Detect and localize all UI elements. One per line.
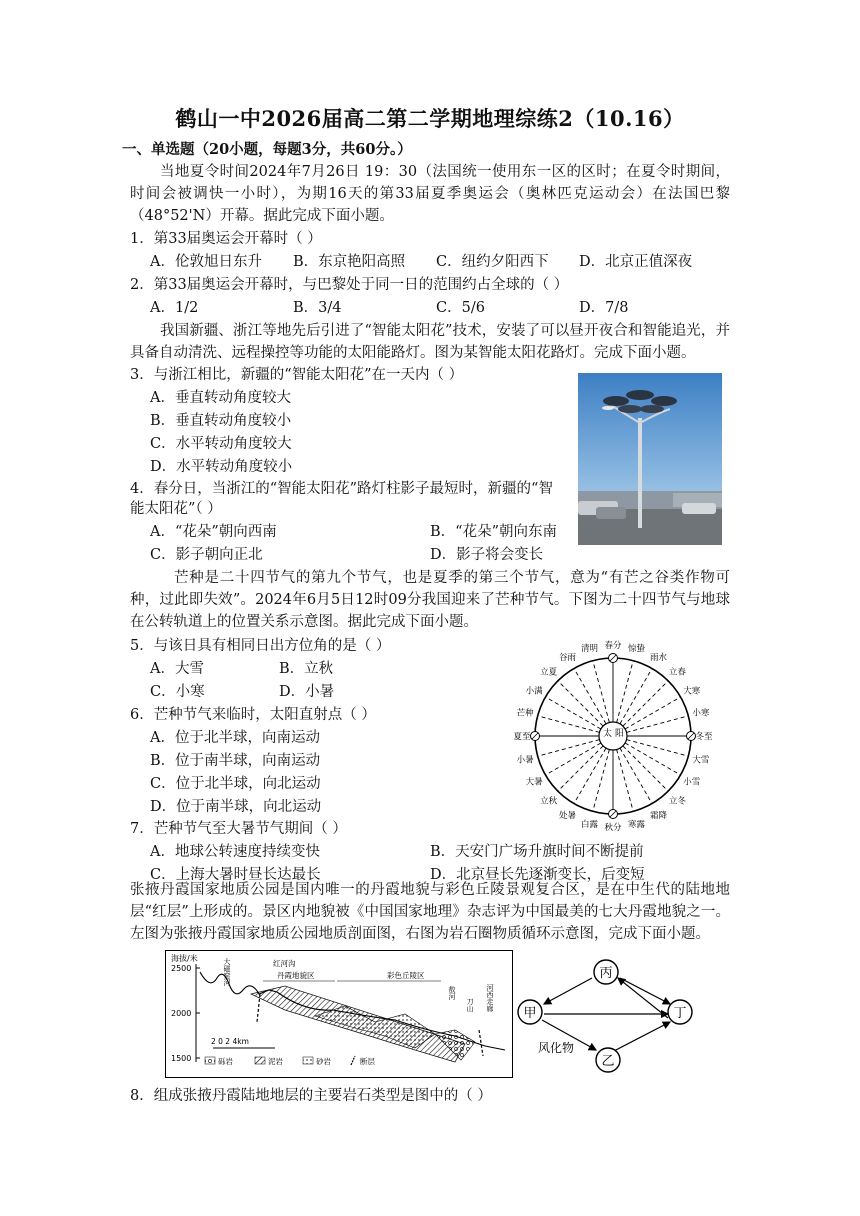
solar-term-label: 夏至 — [513, 732, 531, 742]
node-jia: 甲 — [523, 1006, 537, 1021]
q7-stem: 7．芒种节气至大暑节气期间（ ） — [130, 821, 347, 837]
solar-terms-diagram — [506, 630, 732, 834]
q3-stem: 3．与浙江相比，新疆的“智能太阳花”在一天内（ ） — [130, 367, 464, 383]
q4-option-c[interactable]: C．影子朝向正北 — [150, 547, 263, 563]
solar-term-label: 秋分 — [604, 823, 622, 833]
q2-stem: 2．第33届奥运会开幕时，与巴黎处于同一日的范围约占全球的（ ） — [130, 277, 569, 293]
weathered-material-label: 风化物 — [538, 1041, 575, 1055]
q6-option-a[interactable]: A．位于北半球，向南运动 — [150, 730, 320, 746]
q5-option-d[interactable]: D．小暑 — [279, 684, 335, 700]
page-title: 鹤山一中2026届高二第二学期地理综练2（10.16） — [175, 106, 685, 131]
q2-option-a[interactable]: A．1/2 — [150, 300, 199, 316]
radial-line-20 — [545, 697, 600, 729]
q6-option-d[interactable]: D．位于南半球，向北运动 — [150, 799, 322, 815]
q7-option-b[interactable]: B．天安门广场升旗时间不断提前 — [430, 844, 644, 860]
q5-option-b[interactable]: B．立秋 — [279, 661, 334, 677]
q4-stem-line1: 4．春分日，当浙江的“智能太阳花”路灯柱影子最短时，新疆的“智 — [130, 481, 553, 497]
solar-term-label: 芒种 — [516, 708, 534, 719]
q4-option-a[interactable]: A．“花朵”朝向西南 — [150, 524, 277, 540]
solar-term-label: 小寒 — [692, 708, 710, 719]
q3-option-a[interactable]: A．垂直转动角度较大 — [150, 390, 291, 406]
radial-line-10 — [620, 748, 652, 803]
legend-sandstone: 砂岩 — [316, 1057, 331, 1066]
q1-option-c[interactable]: C．纽约夕阳西下 — [436, 254, 549, 270]
q5-option-a[interactable]: A．大雪 — [150, 661, 204, 677]
passage-2: 我国新疆、浙江等地先后引进了“智能太阳花”技术，安装了可以昼开夜合和智能追光，并具备自动清洗、远程操控等功能的太阳能路灯。图为某智能太阳花路灯。完成下面小题。 — [130, 323, 730, 361]
y-tick-2000: 2000 — [171, 1009, 192, 1018]
solar-term-label: 雨水 — [649, 653, 668, 664]
passage-1: 当地夏令时间2024年7月26日 19：30（法国统一使用东一区的区时；在夏令时期间，时间会被调快一小时），为期16天的第33届夏季奥运会（奥林匹克运动会）在法国巴黎（48°52'N）开幕。据此完成下面小题。 — [130, 164, 730, 224]
label-corridor: 河西走廊 — [486, 984, 494, 1012]
radial-line-3 — [623, 681, 668, 726]
solar-term-label: 大寒 — [683, 686, 701, 697]
solar-term-label: 白露 — [580, 819, 598, 830]
q5-stem: 5．与该日具有相同日出方位角的是（ ） — [130, 638, 391, 654]
y-axis-label: 海拔/米 — [171, 954, 198, 963]
q3-option-c[interactable]: C．水平转动角度较大 — [150, 436, 292, 452]
radial-line-22 — [574, 668, 606, 723]
y-tick-2500: 2500 — [171, 964, 192, 973]
scale-label: 2 0 2 4km — [211, 1037, 249, 1046]
q1-option-a[interactable]: A．伦敦旭日东升 — [150, 254, 262, 270]
radial-line-19 — [538, 716, 600, 733]
q6-option-b[interactable]: B．位于南半球，向南运动 — [150, 753, 321, 769]
q1-stem: 1．第33届奥运会开幕时（ ） — [130, 231, 322, 247]
node-bing: 丙 — [599, 966, 613, 981]
q7-option-d[interactable]: D．北京昼长先逐渐变长，后变短 — [430, 867, 645, 883]
label-daoshan: 刀山 — [466, 998, 474, 1012]
solar-term-label: 立秋 — [540, 796, 558, 807]
label-gully: 红河沟 — [273, 959, 296, 968]
radial-line-7 — [627, 740, 689, 757]
label-hills: 彩色丘陵区 — [387, 971, 425, 980]
q3-option-d[interactable]: D．水平转动角度较小 — [150, 459, 293, 475]
solar-term-label: 立冬 — [668, 796, 686, 807]
radial-line-9 — [623, 746, 668, 791]
radial-line-21 — [558, 681, 603, 726]
rock-cycle-diagram — [508, 956, 708, 1080]
radial-line-17 — [538, 740, 600, 757]
solar-term-label: 小雪 — [683, 777, 701, 788]
solar-term-label: 小满 — [525, 686, 543, 697]
q2-option-d[interactable]: D．7/8 — [579, 300, 629, 316]
solar-term-label: 惊蛰 — [628, 644, 646, 655]
legend-mudstone: 泥岩 — [268, 1057, 283, 1066]
q6-option-c[interactable]: C．位于北半球，向北运动 — [150, 776, 321, 792]
q4-stem-line2: 能太阳花”（ ） — [130, 501, 222, 517]
y-tick-1500: 1500 — [171, 1054, 192, 1063]
q2-option-c[interactable]: C．5/6 — [436, 300, 485, 316]
q1-option-d[interactable]: D．北京正值深夜 — [579, 254, 693, 270]
q2-option-b[interactable]: B．3/4 — [293, 300, 342, 316]
geological-profile-diagram — [165, 950, 513, 1078]
solar-term-label: 立夏 — [540, 667, 558, 678]
solar-term-label: 冬至 — [695, 732, 713, 742]
q8-stem: 8．组成张掖丹霞陆地地层的主要岩石类型是图中的（ ） — [130, 1088, 492, 1104]
sun-label-1: 太 — [602, 729, 612, 739]
q4-option-d[interactable]: D．影子将会变长 — [430, 547, 544, 563]
radial-line-4 — [625, 697, 680, 729]
node-yi: 乙 — [601, 1054, 615, 1069]
q7-option-c[interactable]: C．上海大暑时昼长达最长 — [150, 867, 321, 883]
radial-line-5 — [627, 716, 689, 733]
label-jinghe: 敖河 — [448, 986, 456, 1000]
radial-line-15 — [558, 746, 603, 791]
q3-option-b[interactable]: B．垂直转动角度较小 — [150, 413, 292, 429]
node-ding: 丁 — [673, 1006, 687, 1021]
passage-3: 芒种是二十四节气的第九个节气，也是夏季的第三个节气，意为“有芒之谷类作物可种，过此即失效”。2024年6月5日12时09分我国迎来了芒种节气。下图为二十四节气与地球在公转轨道上的位置关系示意图。据此完成下面小题。 — [130, 570, 730, 630]
sun-label-2: 阳 — [615, 729, 625, 739]
solar-term-label: 处暑 — [558, 810, 577, 821]
legend-conglomerate: 砾岩 — [218, 1057, 233, 1066]
radial-line-23 — [593, 661, 610, 723]
radial-line-1 — [617, 661, 634, 723]
radial-line-13 — [593, 750, 610, 812]
q6-stem: 6．芒种节气来临时，太阳直射点（ ） — [130, 707, 376, 723]
solar-term-label: 霜降 — [649, 810, 668, 821]
q5-option-c[interactable]: C．小寒 — [150, 684, 205, 700]
legend-fault: 断层 — [360, 1057, 375, 1066]
solar-term-label: 立春 — [668, 667, 686, 678]
radial-line-14 — [574, 748, 606, 803]
radial-line-2 — [620, 668, 652, 723]
label-danxia: 丹霞地貌区 — [277, 971, 315, 980]
radial-line-11 — [617, 750, 634, 812]
q7-option-a[interactable]: A．地球公转速度持续变快 — [150, 844, 320, 860]
q4-option-b[interactable]: B．“花朵”朝向东南 — [430, 524, 557, 540]
smart-sunflower-photo — [578, 373, 722, 545]
solar-term-label: 清明 — [580, 644, 598, 655]
solar-term-label: 大暑 — [525, 777, 543, 788]
solar-term-label: 小暑 — [516, 755, 534, 766]
solar-term-label: 寒露 — [628, 819, 646, 830]
label-river: 大磁窑河 — [223, 958, 231, 986]
section-heading: 一、单选题（20小题，每题3分，共60分。） — [122, 141, 412, 158]
solar-term-label: 大雪 — [692, 755, 710, 766]
solar-term-label: 春分 — [604, 641, 622, 651]
radial-line-16 — [545, 743, 600, 775]
radial-line-8 — [625, 743, 680, 775]
q1-option-b[interactable]: B．东京艳阳高照 — [293, 254, 406, 270]
passage-4: 张掖丹霞国家地质公园是国内唯一的丹霞地貌与彩色丘陵景观复合区，是在中生代的陆地地层“红层”上形成的。景区内地貌被《中国国家地理》杂志评为中国最美的七大丹霞地貌之一。左图为张掖丹霞国家地质公园地质剖面图，右图为岩石圈物质循环示意图，完成下面小题。 — [130, 882, 730, 942]
solar-term-label: 谷雨 — [558, 653, 577, 664]
